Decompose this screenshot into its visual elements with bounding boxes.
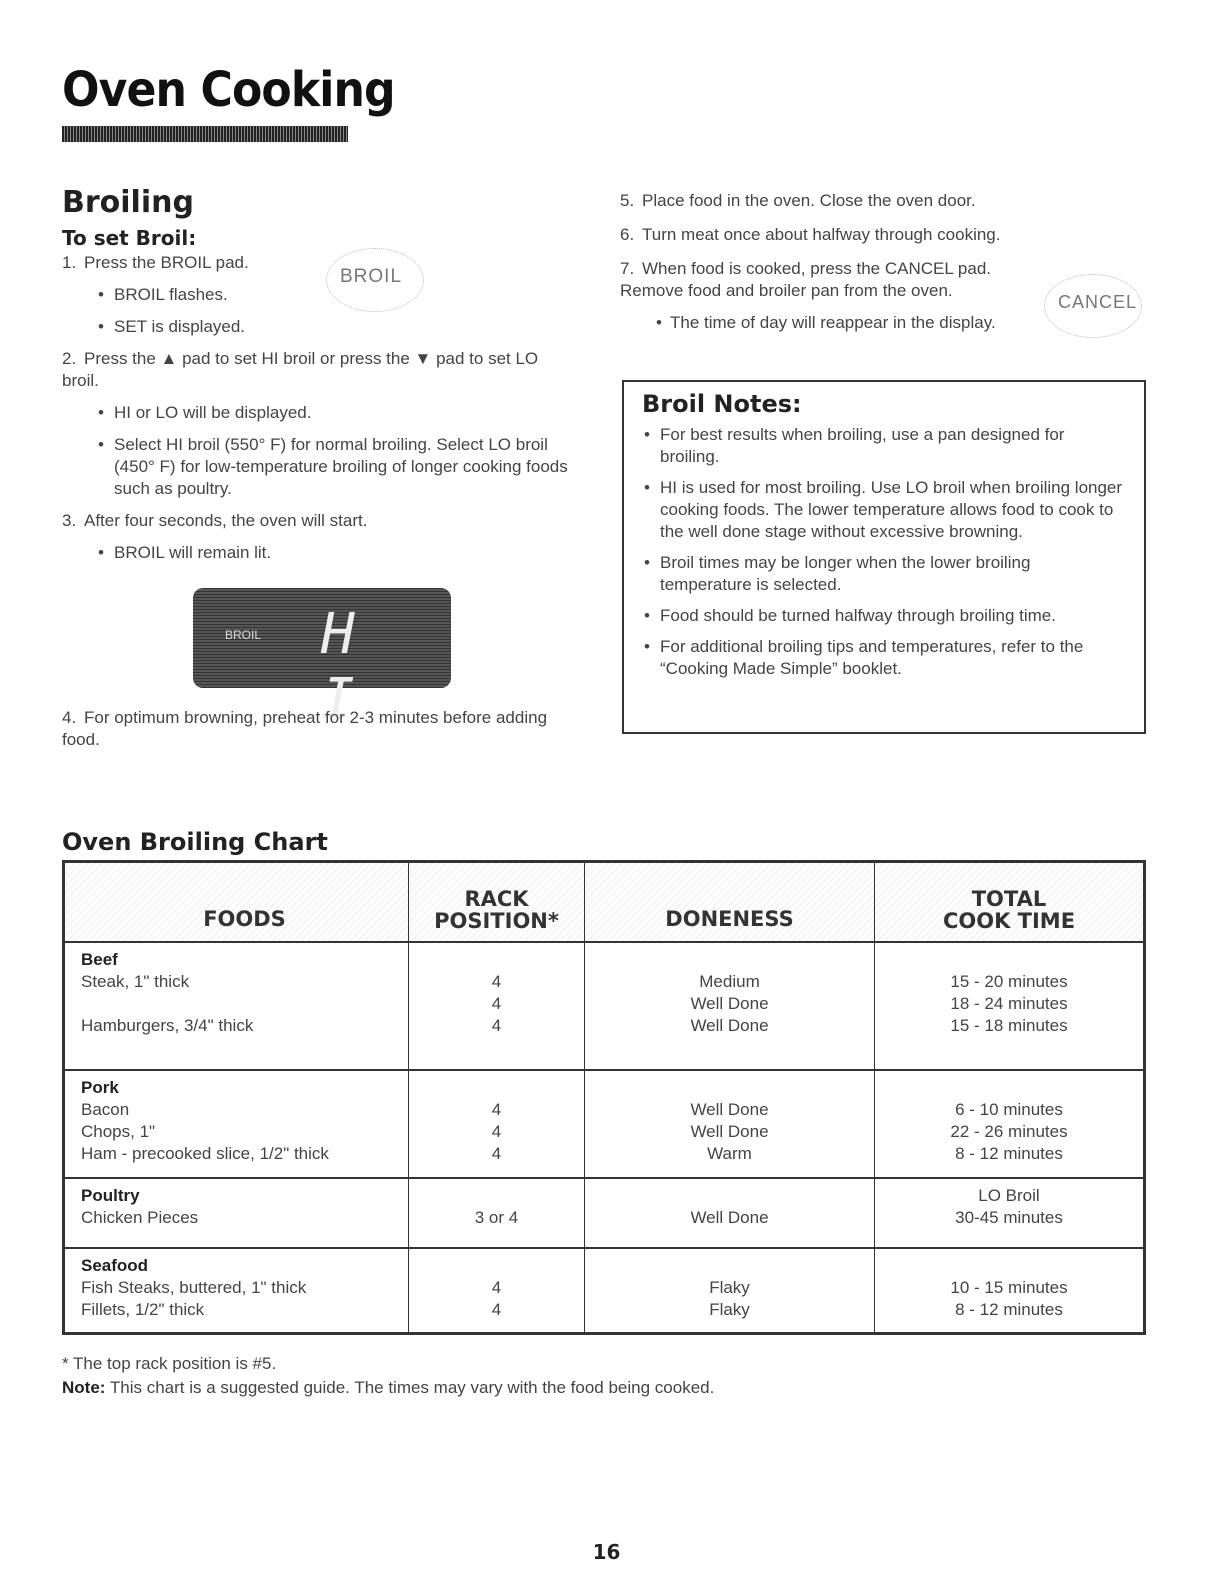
time-value: 8 - 12 minutes [955, 1143, 1063, 1163]
group-name: Beef [81, 949, 118, 969]
chart-note [62, 1376, 714, 1400]
step-bullet: • HI or LO will be displayed. [62, 402, 592, 424]
food-item: Fillets, 1/2" thick [81, 1299, 205, 1319]
foods-cell [64, 1178, 409, 1248]
rack-cell [409, 1248, 585, 1334]
broil-pad-graphic: BROIL [340, 266, 403, 287]
step-text: Press the ▲ pad to set HI broil or press the ▼ pad to set LO broil. [62, 349, 539, 390]
doneness-value: Medium [699, 971, 760, 991]
rack-cell [409, 1178, 585, 1248]
doneness-value: Well Done [690, 993, 769, 1013]
food-item: Fish Steaks, buttered, 1" thick [81, 1277, 307, 1297]
rack-value: 4 [491, 1277, 502, 1297]
step-bullet: • BROIL flashes. [62, 284, 592, 306]
time-value: 30-45 minutes [955, 1207, 1063, 1227]
food-item: Chops, 1" [81, 1121, 156, 1141]
step-3 [62, 510, 592, 532]
foods-cell [64, 942, 409, 1070]
header-line: POSITION* [434, 908, 559, 933]
oven-display-graphic [193, 588, 451, 732]
time-cell [875, 1070, 1145, 1178]
food-item: Bacon [81, 1099, 130, 1119]
rack-value: 4 [491, 1121, 502, 1141]
foods-cell [64, 1070, 409, 1178]
note-item: • Broil times may be longer when the lower broiling temperature is selected. [642, 552, 1126, 596]
step-bullet: • The time of day will reappear in the display. [620, 312, 1150, 334]
doneness-value: Well Done [690, 1207, 769, 1227]
note-item: • Food should be turned halfway through broiling time. [642, 605, 1126, 627]
group-name: Poultry [81, 1185, 140, 1205]
group-name: Seafood [81, 1255, 149, 1275]
rack-cell [409, 1070, 585, 1178]
time-cell [875, 1248, 1145, 1334]
step-6 [620, 224, 1150, 246]
time-value: 10 - 15 minutes [950, 1277, 1068, 1297]
time-value: 6 - 10 minutes [955, 1099, 1063, 1119]
chart-footnote [62, 1352, 714, 1400]
food-item: Hamburgers, 3/4" thick [81, 1015, 254, 1035]
time-heading: LO Broil [978, 1185, 1040, 1205]
time-value: 8 - 12 minutes [955, 1299, 1063, 1319]
header-line: COOK TIME [942, 908, 1076, 933]
time-value: 15 - 20 minutes [950, 971, 1068, 991]
cancel-pad-graphic: CANCEL [1058, 292, 1138, 312]
food-item: Ham - precooked slice, 1/2" thick [81, 1143, 329, 1163]
broil-notes-box [622, 380, 1146, 734]
broil-notes-title: Broil Notes: [642, 390, 802, 418]
note-item: • HI is used for most broiling. Use LO broil when broiling longer cooking foods. The lower temperature allows food to cook to the well done stage without excessive browning. [642, 477, 1126, 543]
step-number: 2. [62, 349, 77, 368]
time-value: 15 - 18 minutes [950, 1015, 1068, 1035]
rack-value: 4 [491, 993, 502, 1013]
broiling-instructions-left [62, 185, 592, 564]
step-text: Press the BROIL pad. [84, 253, 249, 272]
doneness-value: Well Done [690, 1099, 769, 1119]
step-number: 1. [62, 253, 77, 272]
doneness-cell [585, 942, 875, 1070]
step-number: 6. [620, 225, 635, 244]
broiling-title: Broiling [62, 185, 194, 220]
rack-value: 4 [491, 971, 502, 991]
rack-value: 4 [491, 1015, 502, 1035]
display-broil-label: BROIL [225, 628, 262, 642]
step-number: 7. [620, 259, 635, 278]
header-rack-position [409, 862, 585, 942]
step-text: After four seconds, the oven will start. [84, 511, 368, 530]
rack-value: 4 [491, 1143, 502, 1163]
step-7 [620, 258, 1040, 302]
header-cook-time [875, 862, 1145, 942]
step-text: Place food in the oven. Close the oven door. [642, 191, 976, 210]
header-doneness: DONENESS [585, 862, 875, 942]
note-label: Note: [62, 1378, 106, 1397]
header-line: TOTAL [971, 886, 1047, 911]
doneness-value: Well Done [690, 1121, 769, 1141]
doneness-value: Well Done [690, 1015, 769, 1035]
broiling-chart-title: Oven Broiling Chart [62, 828, 328, 856]
step-bullet: • SET is displayed. [62, 316, 592, 338]
rack-cell [409, 942, 585, 1070]
rack-footnote: * The top rack position is #5. [62, 1354, 277, 1373]
step-bullet: • Select HI broil (550° F) for normal broiling. Select LO broil (450° F) for low-temperature broiling of longer cooking foods such as poultry. [62, 434, 582, 500]
time-value: 22 - 26 minutes [950, 1121, 1068, 1141]
step-4 [62, 707, 562, 751]
time-cell [875, 1178, 1145, 1248]
step-number: 3. [62, 511, 77, 530]
doneness-value: Warm [707, 1143, 752, 1163]
foods-cell [64, 1248, 409, 1334]
rack-value: 4 [491, 1099, 502, 1119]
note-item: • For additional broiling tips and temperatures, refer to the “Cooking Made Simple” booklet. [642, 636, 1126, 680]
step-5 [620, 190, 1150, 212]
page-title: Oven Cooking [62, 62, 395, 118]
doneness-cell [585, 1178, 875, 1248]
page-number: 16 [592, 1540, 621, 1564]
doneness-cell [585, 1248, 875, 1334]
step-number: 4. [62, 708, 77, 727]
table-row [64, 942, 1145, 1070]
set-broil-subtitle: To set Broil: [62, 226, 197, 250]
food-item: Steak, 1" thick [81, 971, 190, 991]
header-line: RACK [464, 886, 529, 911]
time-value: 18 - 24 minutes [950, 993, 1068, 1013]
time-cell [875, 942, 1145, 1070]
step-2 [62, 348, 572, 392]
table-header-row [64, 862, 1145, 942]
doneness-value: Flaky [709, 1299, 750, 1319]
step-text: When food is cooked, press the CANCEL pad. Remove food and broiler pan from the oven. [620, 259, 991, 300]
note-text: This chart is a suggested guide. The times may vary with the food being cooked. [109, 1378, 715, 1397]
step-number: 5. [620, 191, 635, 210]
title-underline-bar [62, 126, 348, 142]
step-text: Turn meat once about halfway through cooking. [642, 225, 1001, 244]
group-name: Pork [81, 1077, 119, 1097]
table-row [64, 1248, 1145, 1334]
rack-value: 3 or 4 [474, 1207, 519, 1227]
step-text: For optimum browning, preheat for 2-3 minutes before adding food. [62, 708, 548, 749]
broiling-chart-table [62, 860, 1146, 1335]
food-item [81, 993, 408, 1015]
note-item: • For best results when broiling, use a pan designed for broiling. [642, 424, 1126, 468]
food-item: Chicken Pieces [81, 1207, 199, 1227]
doneness-cell [585, 1070, 875, 1178]
header-foods: FOODS [64, 862, 409, 942]
step-bullet: • BROIL will remain lit. [62, 542, 592, 564]
table-row [64, 1070, 1145, 1178]
display-hi-readout: H I [321, 602, 365, 732]
doneness-value: Flaky [709, 1277, 750, 1297]
rack-value: 4 [491, 1299, 502, 1319]
table-row [64, 1178, 1145, 1248]
